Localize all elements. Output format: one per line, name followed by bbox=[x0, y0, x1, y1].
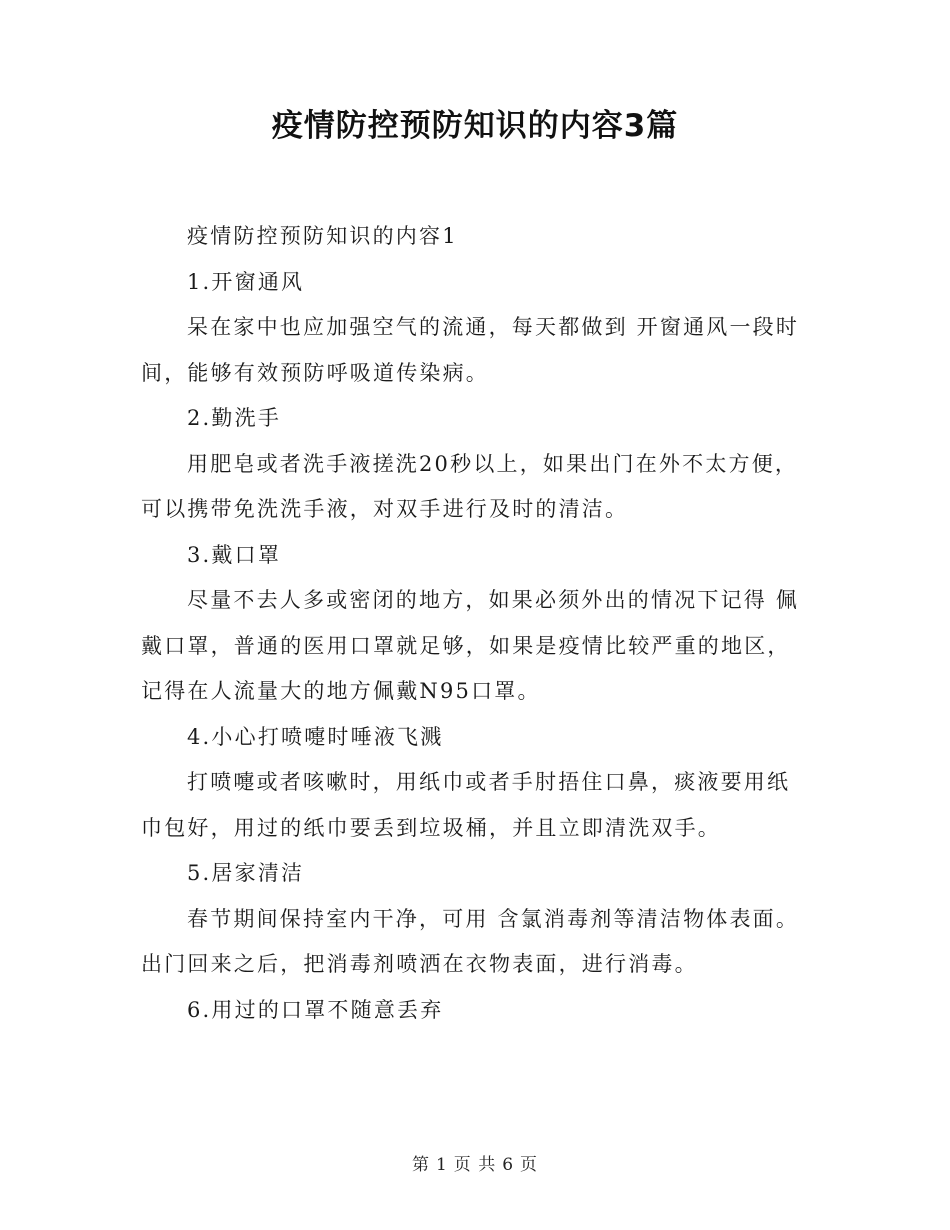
page-label-suffix: 页 bbox=[520, 1155, 539, 1175]
page-label-prefix: 第 bbox=[411, 1155, 430, 1175]
paragraph-line: 戴口罩，普通的医用口罩就足够，如果是疫情比较严重的地区， bbox=[141, 633, 791, 658]
paragraph-line: 记得在人流量大的地方佩戴N95口罩。 bbox=[141, 679, 541, 703]
page-total-number: 6 bbox=[502, 1155, 515, 1175]
list-item-heading: 1.开窗通风 bbox=[187, 269, 305, 294]
document-body bbox=[141, 214, 805, 1033]
paragraph-line: 呆在家中也应加强空气的流通，每天都做到 开窗通风一段时 bbox=[187, 315, 800, 339]
paragraph-line: 春节期间保持室内干净，可用 含氯消毒剂等清洁物体表面。 bbox=[187, 906, 800, 931]
paragraph-line: 巾包好，用过的纸巾要丢到垃圾桶，并且立即清洗双手。 bbox=[141, 815, 721, 840]
page-label-mid: 页 共 bbox=[453, 1155, 497, 1175]
list-item-heading: 2.勤洗手 bbox=[187, 406, 282, 430]
paragraph-line: 出门回来之后，把消毒剂喷洒在衣物表面，进行消毒。 bbox=[141, 952, 698, 976]
paragraph-line: 尽量不去人多或密闭的地方，如果必须外出的情况下记得 佩 bbox=[187, 588, 800, 612]
paragraph-line: 用肥皂或者洗手液搓洗20秒以上，如果出门在外不太方便， bbox=[187, 451, 799, 476]
paragraph-line: 打喷嚏或者咳嗽时，用纸巾或者手肘捂住口鼻，痰液要用纸 bbox=[187, 770, 791, 794]
paragraph-line: 可以携带免洗洗手液，对双手进行及时的清洁。 bbox=[141, 497, 629, 521]
document-title: 疫情防控预防知识的内容3篇 bbox=[271, 108, 679, 144]
page-current-number: 1 bbox=[435, 1155, 448, 1175]
page-footer bbox=[0, 1150, 950, 1175]
section-heading: 疫情防控预防知识的内容1 bbox=[187, 224, 458, 248]
list-item-heading: 3.戴口罩 bbox=[187, 542, 282, 567]
list-item-heading: 4.小心打喷嚏时唾液飞溅 bbox=[187, 724, 444, 749]
list-item-heading: 6.用过的口罩不随意丢弃 bbox=[187, 997, 444, 1022]
paragraph-line: 间，能够有效预防呼吸道传染病。 bbox=[141, 360, 489, 385]
list-item-heading: 5.居家清洁 bbox=[187, 861, 305, 885]
